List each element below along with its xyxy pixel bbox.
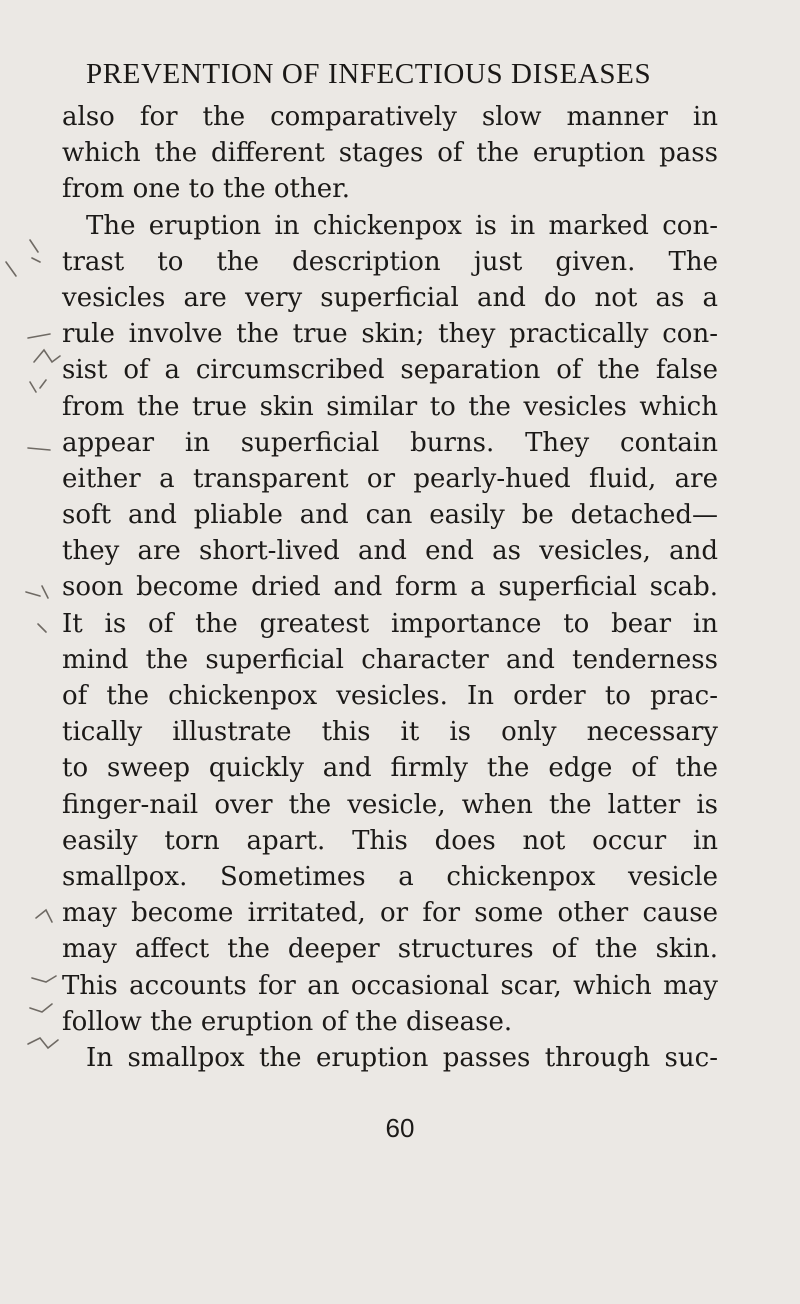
margin-pencil-marks	[0, 0, 70, 1304]
text-line: soft and pliable and can easily be detached—	[62, 500, 718, 531]
text-line: to sweep quickly and firmly the edge of the	[62, 753, 718, 784]
text-line: appear in superficial burns. They contain	[62, 427, 718, 458]
text-line: from one to the other.	[62, 174, 350, 205]
text-line: follow the eruption of the disease.	[62, 1006, 513, 1037]
text-line: trast to the description just given. The	[62, 246, 718, 277]
text-line: may become irritated, or for some other cause	[62, 898, 718, 929]
text-line: This accounts for an occasional scar, which may	[62, 970, 718, 1001]
text-line: The eruption in chickenpox is in marked con-	[86, 210, 718, 241]
text-line: In smallpox the eruption passes through suc-	[86, 1042, 718, 1073]
text-line: may affect the deeper structures of the skin.	[62, 934, 718, 965]
text-line: which the different stages of the eruption pass	[62, 138, 718, 169]
text-line: rule involve the true skin; they practically con-	[62, 319, 718, 350]
text-line: either a transparent or pearly-hued fluid, are	[62, 463, 718, 494]
text-line: vesicles are very superficial and do not as a	[62, 282, 718, 313]
text-line: sist of a circumscribed separation of the false	[62, 355, 718, 386]
page-number: 60	[385, 1113, 415, 1143]
text-line: It is of the greatest importance to bear in	[62, 608, 718, 639]
text-line: of the chickenpox vesicles. In order to prac-	[62, 681, 718, 711]
body-text	[62, 99, 718, 1076]
running-head: PREVENTION OF INFECTIOUS DISEASES	[86, 58, 652, 90]
text-line: easily torn apart. This does not occur in	[62, 825, 718, 856]
text-line: from the true skin similar to the vesicles which	[62, 391, 718, 422]
text-line: also for the comparatively slow manner in	[62, 102, 718, 132]
text-line: tically illustrate this it is only necessary	[62, 717, 718, 748]
text-line: mind the superficial character and tenderness	[62, 644, 718, 675]
text-line: soon become dried and form a superficial scab.	[62, 572, 718, 603]
text-line: finger-nail over the vesicle, when the latter is	[62, 789, 718, 820]
text-line: smallpox. Sometimes a chickenpox vesicle	[62, 861, 718, 892]
text-line: they are short-lived and end as vesicles, and	[62, 536, 718, 567]
